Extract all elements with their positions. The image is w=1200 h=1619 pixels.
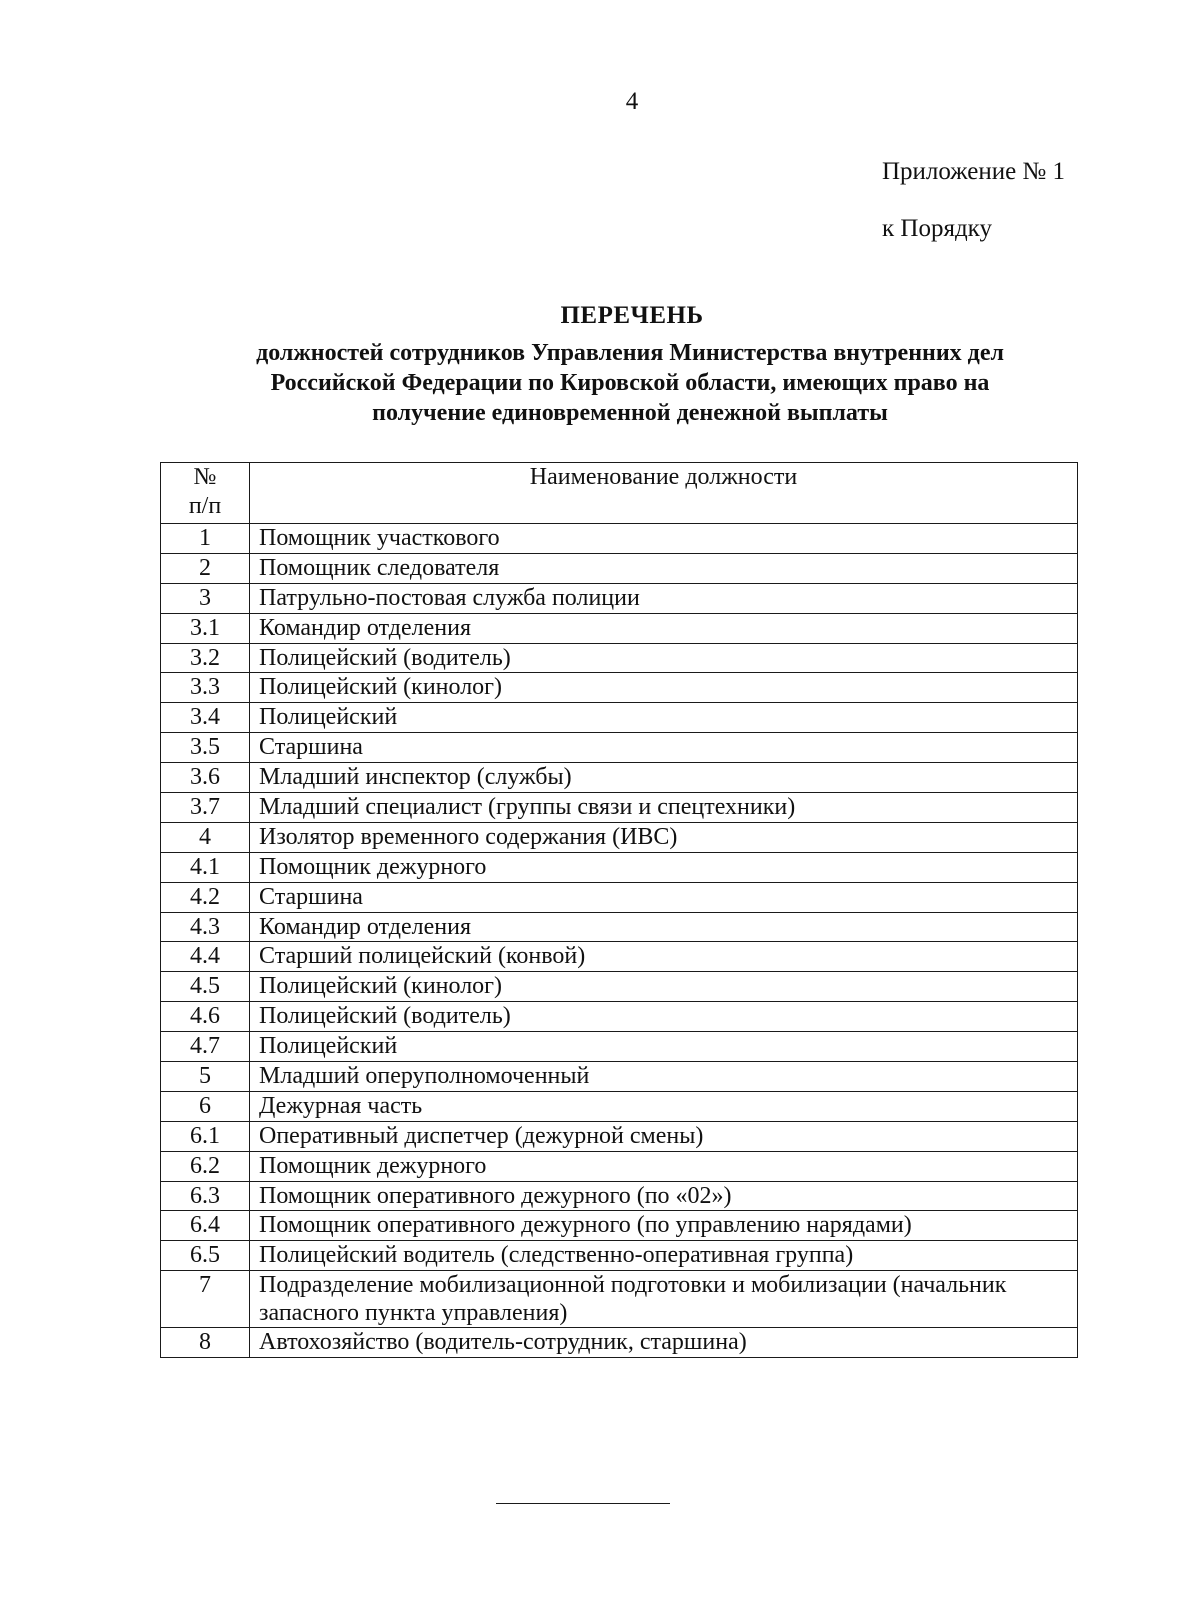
- row-position-name: Автохозяйство (водитель-сотрудник, старшина): [250, 1328, 1078, 1358]
- row-position-name: Полицейский водитель (следственно-оперативная группа): [250, 1241, 1078, 1271]
- table-row: [161, 1151, 1078, 1181]
- table-row: [161, 1062, 1078, 1092]
- table-row: [161, 1271, 1078, 1328]
- table-row: [161, 613, 1078, 643]
- row-number: 4.3: [161, 912, 250, 942]
- table-row: [161, 1241, 1078, 1271]
- table-row: [161, 822, 1078, 852]
- row-number: 5: [161, 1062, 250, 1092]
- table-row: [161, 553, 1078, 583]
- row-number: 3.1: [161, 613, 250, 643]
- row-number: 3.3: [161, 673, 250, 703]
- row-position-name: Помощник оперативного дежурного (по управлению нарядами): [250, 1211, 1078, 1241]
- row-position-name: Полицейский: [250, 703, 1078, 733]
- document-subtitle: [170, 338, 1090, 428]
- row-number: 8: [161, 1328, 250, 1358]
- row-position-name: Полицейский: [250, 1032, 1078, 1062]
- row-number: 3.4: [161, 703, 250, 733]
- row-position-name: Младший специалист (группы связи и спецтехники): [250, 793, 1078, 823]
- row-position-name: Оперативный диспетчер (дежурной смены): [250, 1121, 1078, 1151]
- row-position-name: Дежурная часть: [250, 1091, 1078, 1121]
- table-header-row: [161, 463, 1078, 524]
- page-number: 4: [625, 88, 639, 115]
- header-number-symbol: №: [193, 464, 217, 490]
- row-position-name: Младший оперуполномоченный: [250, 1062, 1078, 1092]
- row-position-name: Изолятор временного содержания (ИВС): [250, 822, 1078, 852]
- row-number: 6.3: [161, 1181, 250, 1211]
- table-row: [161, 733, 1078, 763]
- table-body: [161, 524, 1078, 1358]
- table-row: [161, 1032, 1078, 1062]
- table-row: [161, 524, 1078, 554]
- positions-table: [160, 462, 1078, 1358]
- row-position-name: Помощник участкового: [250, 524, 1078, 554]
- row-position-name: Старшина: [250, 733, 1078, 763]
- row-position-name: Старшина: [250, 882, 1078, 912]
- row-number: 4.4: [161, 942, 250, 972]
- table-row: [161, 912, 1078, 942]
- row-position-name: Полицейский (водитель): [250, 643, 1078, 673]
- table-row: [161, 1002, 1078, 1032]
- row-number: 4.6: [161, 1002, 250, 1032]
- row-position-name: Помощник дежурного: [250, 852, 1078, 882]
- row-position-name: Помощник дежурного: [250, 1151, 1078, 1181]
- row-number: 4: [161, 822, 250, 852]
- row-number: 6.2: [161, 1151, 250, 1181]
- annex-reference: к Порядку: [882, 215, 992, 242]
- subtitle-line: должностей сотрудников Управления Министерства внутренних дел: [256, 340, 1004, 366]
- row-number: 4.2: [161, 882, 250, 912]
- header-number-abbrev: п/п: [188, 493, 222, 519]
- row-position-name: Командир отделения: [250, 912, 1078, 942]
- row-number: 6.4: [161, 1211, 250, 1241]
- table-row: [161, 583, 1078, 613]
- table-row: [161, 1091, 1078, 1121]
- header-number: [161, 463, 250, 524]
- row-position-name: Младший инспектор (службы): [250, 763, 1078, 793]
- row-number: 4.7: [161, 1032, 250, 1062]
- row-number: 3.2: [161, 643, 250, 673]
- table-row: [161, 763, 1078, 793]
- row-number: 6.1: [161, 1121, 250, 1151]
- row-position-name: Старший полицейский (конвой): [250, 942, 1078, 972]
- row-position-name: Командир отделения: [250, 613, 1078, 643]
- table-row: [161, 643, 1078, 673]
- row-number: 7: [161, 1271, 250, 1328]
- row-number: 1: [161, 524, 250, 554]
- row-position-name: Полицейский (кинолог): [250, 673, 1078, 703]
- table-row: [161, 1211, 1078, 1241]
- subtitle-line: Российской Федерации по Кировской области, имеющих право на: [270, 370, 990, 396]
- row-position-name: Помощник оперативного дежурного (по «02»): [250, 1181, 1078, 1211]
- table-row: [161, 793, 1078, 823]
- row-position-name: Помощник следователя: [250, 553, 1078, 583]
- table-row: [161, 972, 1078, 1002]
- table-row: [161, 942, 1078, 972]
- row-position-name: Подразделение мобилизационной подготовки и мобилизации (начальник запасного пункта управления): [250, 1271, 1078, 1328]
- row-number: 3.6: [161, 763, 250, 793]
- table-row: [161, 673, 1078, 703]
- table-row: [161, 1328, 1078, 1358]
- row-number: 6.5: [161, 1241, 250, 1271]
- row-number: 4.1: [161, 852, 250, 882]
- row-number: 2: [161, 553, 250, 583]
- row-number: 3.7: [161, 793, 250, 823]
- table-row: [161, 852, 1078, 882]
- subtitle-line: получение единовременной денежной выплаты: [372, 400, 888, 426]
- row-position-name: Полицейский (водитель): [250, 1002, 1078, 1032]
- table-row: [161, 1121, 1078, 1151]
- table-row: [161, 703, 1078, 733]
- row-position-name: Полицейский (кинолог): [250, 972, 1078, 1002]
- document-title: ПЕРЕЧЕНЬ: [560, 302, 704, 329]
- table-row: [161, 1181, 1078, 1211]
- annex-label: Приложение № 1: [882, 158, 1066, 185]
- closing-rule: [496, 1503, 670, 1504]
- header-position-name: Наименование должности: [250, 463, 1078, 524]
- row-number: 3: [161, 583, 250, 613]
- row-number: 3.5: [161, 733, 250, 763]
- row-number: 4.5: [161, 972, 250, 1002]
- table-row: [161, 882, 1078, 912]
- row-position-name: Патрульно-постовая служба полиции: [250, 583, 1078, 613]
- row-number: 6: [161, 1091, 250, 1121]
